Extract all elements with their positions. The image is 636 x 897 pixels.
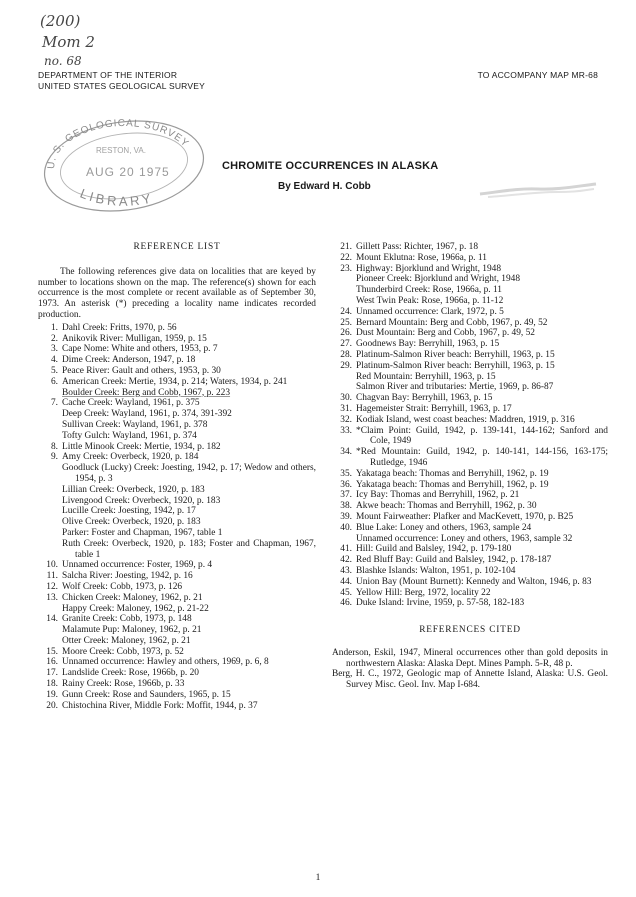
reference-entry: [332, 501, 608, 512]
reference-list-left-column: [38, 242, 316, 711]
reference-number: 42.: [340, 555, 352, 566]
reference-text: Amy Creek: Overbeck, 1920, p. 184: [62, 452, 199, 463]
reference-text: Wolf Creek: Cobb, 1973, p. 126: [62, 581, 183, 592]
reference-text: American Creek: Mertie, 1934, p. 214; Waters, 1934, p. 241: [62, 376, 288, 387]
reference-entry: [332, 490, 608, 501]
scan-smudge: [478, 180, 598, 202]
reference-text: Gillett Pass: Richter, 1967, p. 18: [356, 242, 479, 252]
reference-sub-entry: Malamute Pup: Maloney, 1962, p. 21: [62, 625, 202, 636]
reference-text: Platinum-Salmon River beach: Berryhill, 1963, p. 15: [356, 349, 555, 360]
handwritten-note-3: no. 68: [44, 54, 82, 68]
reference-entry: [38, 582, 316, 593]
reference-entry: [332, 328, 608, 339]
reference-entry: [332, 447, 608, 469]
reference-number: 36.: [340, 479, 352, 490]
reference-sub-entry: Happy Creek: Maloney, 1962, p. 21-22: [62, 603, 209, 614]
document-title: CHROMITE OCCURRENCES IN ALASKA: [222, 160, 439, 172]
reference-text: Rainy Creek: Rose, 1966b, p. 33: [62, 679, 185, 690]
reference-entry: [332, 393, 608, 404]
reference-entry: [332, 588, 608, 599]
reference-number: 1.: [50, 322, 58, 333]
reference-number: 2.: [50, 333, 58, 344]
stamp-top-text: U. S. GEOLOGICAL SURVEY: [46, 118, 191, 170]
reference-number: 43.: [340, 565, 352, 576]
reference-sub-entry: Thunderbird Creek: Rose, 1966a, p. 11: [356, 285, 502, 296]
reference-entry: [38, 334, 316, 345]
handwritten-note-1: (200): [40, 12, 81, 30]
reference-number: 39.: [340, 511, 352, 522]
reference-sub-entry: Parker: Foster and Chapman, 1967, table 1: [62, 527, 223, 538]
reference-entry: [332, 555, 608, 566]
library-stamp: [38, 118, 210, 214]
reference-text: Chistochina River, Middle Fork: Moffit, 1944, p. 37: [62, 700, 258, 711]
reference-text: Kodiak Island, west coast beaches: Maddren, 1919, p. 316: [356, 414, 575, 425]
stamp-city: RESTON, VA.: [96, 146, 146, 155]
reference-entry: [332, 350, 608, 361]
reference-number: 9.: [50, 452, 58, 463]
cited-reference: Anderson, Eskil, 1947, Mineral occurrences other than gold deposits in northwestern Alaska: Alaska Dept. Mines Pamph. 5-R, 48 p.: [332, 647, 608, 669]
reference-text: Yakataga beach: Thomas and Berryhill, 1962, p. 19: [356, 468, 549, 479]
reference-number: 5.: [50, 365, 58, 376]
reference-number: 35.: [340, 468, 352, 479]
reference-text: Granite Creek: Cobb, 1973, p. 148: [62, 614, 192, 625]
reference-number: 30.: [340, 393, 352, 404]
author-byline: By Edward H. Cobb: [278, 181, 371, 192]
reference-number: 37.: [340, 490, 352, 501]
reference-entry: [38, 614, 316, 625]
reference-sub-entry: Deep Creek: Wayland, 1961, p. 374, 391-392: [62, 409, 232, 420]
reference-entry: [332, 512, 608, 523]
reference-sub-entry: Salmon River and tributaries: Mertie, 1969, p. 86-87: [356, 382, 554, 393]
reference-number: 15.: [46, 646, 58, 657]
reference-text: Anikovik River: Mulligan, 1959, p. 15: [62, 333, 207, 344]
reference-entry: [332, 598, 608, 609]
reference-text: Landslide Creek: Rose, 1966b, p. 20: [62, 668, 199, 679]
reference-text: Blashke Islands: Walton, 1951, p. 102-104: [356, 565, 516, 576]
reference-text: Icy Bay: Thomas and Berryhill, 1962, p. 21: [356, 490, 520, 501]
reference-entry: [332, 307, 608, 318]
reference-text: Mount Eklutna: Rose, 1966a, p. 11: [356, 252, 487, 263]
reference-sub-entry: Goodluck (Lucky) Creek: Joesting, 1942, p. 17; Wedow and others, 1954, p. 3: [62, 463, 316, 484]
reference-text: Chicken Creek: Maloney, 1962, p. 21: [62, 592, 203, 603]
reference-text: Red Bluff Bay: Guild and Balsley, 1942, p. 178-187: [356, 555, 552, 566]
stamp-date: AUG 20 1975: [86, 165, 170, 179]
reference-text: Mount Fairweather: Plafker and MacKevett, 1970, p. B25: [356, 511, 574, 522]
reference-entry: [38, 647, 316, 658]
reference-entry: [332, 361, 608, 372]
reference-entry: [332, 339, 608, 350]
reference-number: 10.: [46, 560, 58, 571]
reference-entry: [38, 690, 316, 701]
handwritten-note-2: Mom 2: [42, 33, 95, 51]
reference-text: Unnamed occurrence: Hawley and others, 1969, p. 6, 8: [62, 657, 269, 668]
reference-entry: [332, 415, 608, 426]
reference-entry: [38, 452, 316, 463]
reference-text: Salcha River: Joesting, 1942, p. 16: [62, 571, 193, 582]
reference-entry: [332, 404, 608, 415]
reference-number: 29.: [340, 360, 352, 371]
reference-number: 17.: [46, 668, 58, 679]
reference-sub-entry: Pioneer Creek: Bjorklund and Wright, 1948: [356, 274, 521, 285]
reference-sub-entry: Livengood Creek: Overbeck, 1920, p. 183: [62, 495, 221, 506]
reference-number: 38.: [340, 501, 352, 512]
reference-number: 34.: [340, 447, 352, 458]
page-number: 1: [315, 873, 321, 883]
reference-entry: [332, 426, 608, 448]
reference-text: Dime Creek: Anderson, 1947, p. 18: [62, 355, 196, 366]
references-cited-heading: REFERENCES CITED: [419, 625, 521, 636]
reference-entry: [38, 657, 316, 668]
map-reference-note: TO ACCOMPANY MAP MR-68: [477, 70, 598, 80]
reference-number: 11.: [46, 571, 58, 582]
stamp-library-text: LIBRARY: [78, 185, 155, 209]
reference-entry: [38, 701, 316, 712]
reference-sub-entry: Ruth Creek: Overbeck, 1920, p. 183; Foster and Chapman, 1967, table 1: [62, 538, 316, 560]
reference-entry: [38, 668, 316, 679]
reference-entry: [38, 442, 316, 453]
reference-list-intro: The following references give data on localities that are keyed by number to locations shown on the map. The reference(s) shown for each occurrence is the most complete or recent available as of September 30, 1973. An asterisk (*) preceding a locality name indicates recorded production.: [38, 266, 316, 320]
reference-text: Dust Mountain: Berg and Cobb, 1967, p. 49, 52: [356, 328, 535, 339]
reference-number: 13.: [46, 592, 58, 603]
reference-text: Yellow Hill: Berg, 1972, locality 22: [356, 587, 491, 598]
reference-entry: [38, 560, 316, 571]
reference-sub-entry: Tofty Gulch: Wayland, 1961, p. 374: [62, 430, 197, 441]
reference-entry: [38, 679, 316, 690]
reference-sub-entry: Olive Creek: Overbeck, 1920, p. 183: [62, 517, 201, 528]
reference-text: Unnamed occurrence: Clark, 1972, p. 5: [356, 306, 504, 317]
reference-text: *Claim Point: Guild, 1942, p. 139-141, 144-162; Sanford and Cole, 1949: [356, 425, 608, 447]
agency-line-2: UNITED STATES GEOLOGICAL SURVEY: [38, 81, 205, 91]
reference-text: Dahl Creek: Fritts, 1970, p. 56: [62, 322, 177, 333]
reference-text: Unnamed occurrence: Foster, 1969, p. 4: [62, 560, 213, 571]
reference-sub-entry: Lucille Creek: Joesting, 1942, p. 17: [62, 506, 196, 517]
reference-number: 25.: [340, 317, 352, 328]
reference-sub-entry: Otter Creek: Maloney, 1962, p. 21: [62, 635, 191, 646]
reference-entries-right: [332, 242, 608, 609]
reference-entry: [38, 323, 316, 334]
reference-text: Goodnews Bay: Berryhill, 1963, p. 15: [356, 339, 500, 350]
reference-text: Cape Nome: White and others, 1953, p. 7: [62, 344, 218, 355]
reference-number: 46.: [340, 598, 352, 609]
reference-number: 19.: [46, 689, 58, 700]
reference-text: Union Bay (Mount Burnett): Kennedy and Walton, 1946, p. 83: [356, 576, 592, 587]
reference-entry: [38, 355, 316, 366]
reference-number: 33.: [340, 425, 352, 436]
reference-text: Little Minook Creek: Mertie, 1934, p. 182: [62, 441, 221, 452]
reference-text: Akwe beach: Thomas and Berryhill, 1962, p. 30: [356, 501, 537, 512]
reference-text: Gunn Creek: Rose and Saunders, 1965, p. 15: [62, 689, 231, 700]
reference-entries-left: [38, 323, 316, 712]
reference-text: Hill: Guild and Balsley, 1942, p. 179-180: [356, 544, 512, 555]
reference-text: Chagvan Bay: Berryhill, 1963, p. 15: [356, 393, 493, 404]
reference-number: 18.: [46, 679, 58, 690]
reference-number: 44.: [340, 576, 352, 587]
reference-number: 32.: [340, 414, 352, 425]
reference-text: Duke Island: Irvine, 1959, p. 57-58, 182-183: [356, 598, 525, 609]
reference-number: 23.: [340, 263, 352, 274]
reference-entry: [38, 398, 316, 409]
reference-entry: [332, 318, 608, 329]
reference-text: Peace River: Gault and others, 1953, p. 30: [62, 365, 221, 376]
agency-line-1: DEPARTMENT OF THE INTERIOR: [38, 70, 178, 80]
reference-sub-entry: Red Mountain: Berryhill, 1963, p. 15: [356, 371, 496, 382]
reference-sub-entry: Boulder Creek: Berg and Cobb, 1967, p. 223: [62, 387, 231, 398]
reference-text: Blue Lake: Loney and others, 1963, sample 24: [356, 522, 532, 533]
reference-entry: [332, 566, 608, 577]
reference-list-right-column: [332, 242, 608, 691]
reference-entry: [332, 264, 608, 275]
reference-list-heading: REFERENCE LIST: [133, 242, 221, 252]
reference-number: 4.: [50, 355, 58, 366]
reference-number: 26.: [340, 328, 352, 339]
reference-number: 27.: [340, 339, 352, 350]
reference-entry: [332, 577, 608, 588]
reference-entry: [38, 377, 316, 388]
reference-entry: [38, 593, 316, 604]
reference-number: 45.: [340, 587, 352, 598]
reference-number: 31.: [340, 403, 352, 414]
reference-number: 3.: [50, 344, 58, 355]
reference-entry: [332, 469, 608, 480]
reference-text: Bernard Mountain: Berg and Cobb, 1967, p. 49, 52: [356, 317, 548, 328]
reference-entry: [38, 571, 316, 582]
reference-entry: [332, 544, 608, 555]
reference-text: Hagemeister Strait: Berryhill, 1963, p. 17: [356, 403, 512, 414]
reference-number: 24.: [340, 306, 352, 317]
reference-text: Platinum-Salmon River beach: Berryhill, 1963, p. 15: [356, 360, 555, 371]
reference-entry: [332, 523, 608, 534]
reference-number: 28.: [340, 349, 352, 360]
reference-sub-entry: Unnamed occurrence: Loney and others, 1963, sample 32: [356, 533, 573, 544]
reference-number: 21.: [340, 242, 352, 252]
reference-number: 14.: [46, 614, 58, 625]
reference-text: Highway: Bjorklund and Wright, 1948: [356, 263, 502, 274]
reference-number: 41.: [340, 544, 352, 555]
agency-header: [38, 70, 205, 92]
reference-number: 16.: [46, 657, 58, 668]
reference-number: 20.: [46, 700, 58, 711]
reference-entry: [332, 242, 608, 253]
reference-number: 22.: [340, 252, 352, 263]
reference-entry: [38, 366, 316, 377]
references-cited-list: [332, 648, 608, 691]
reference-text: Cache Creek: Wayland, 1961, p. 375: [62, 398, 200, 409]
reference-text: Yakataga beach: Thomas and Berryhill, 1962, p. 19: [356, 479, 549, 490]
reference-entry: [38, 344, 316, 355]
reference-number: 6.: [50, 376, 58, 387]
reference-entry: [332, 253, 608, 264]
reference-text: Moore Creek: Cobb, 1973, p. 52: [62, 646, 184, 657]
reference-sub-entry: West Twin Peak: Rose, 1966a, p. 11-12: [356, 295, 504, 306]
reference-number: 40.: [340, 522, 352, 533]
cited-reference: Berg, H. C., 1972, Geologic map of Annette Island, Alaska: U.S. Geol. Survey Misc. Geol. Inv. Map I-684.: [332, 669, 608, 691]
reference-number: 12.: [46, 581, 58, 592]
reference-text: *Red Mountain: Guild, 1942, p. 140-141, 144-156, 163-175; Rutledge, 1946: [356, 447, 608, 468]
reference-sub-entry: Lillian Creek: Overbeck, 1920, p. 183: [62, 484, 205, 495]
reference-number: 7.: [50, 398, 58, 409]
reference-sub-entry: Sullivan Creek: Wayland, 1961, p. 378: [62, 419, 208, 430]
reference-entry: [332, 480, 608, 491]
reference-number: 8.: [50, 441, 58, 452]
